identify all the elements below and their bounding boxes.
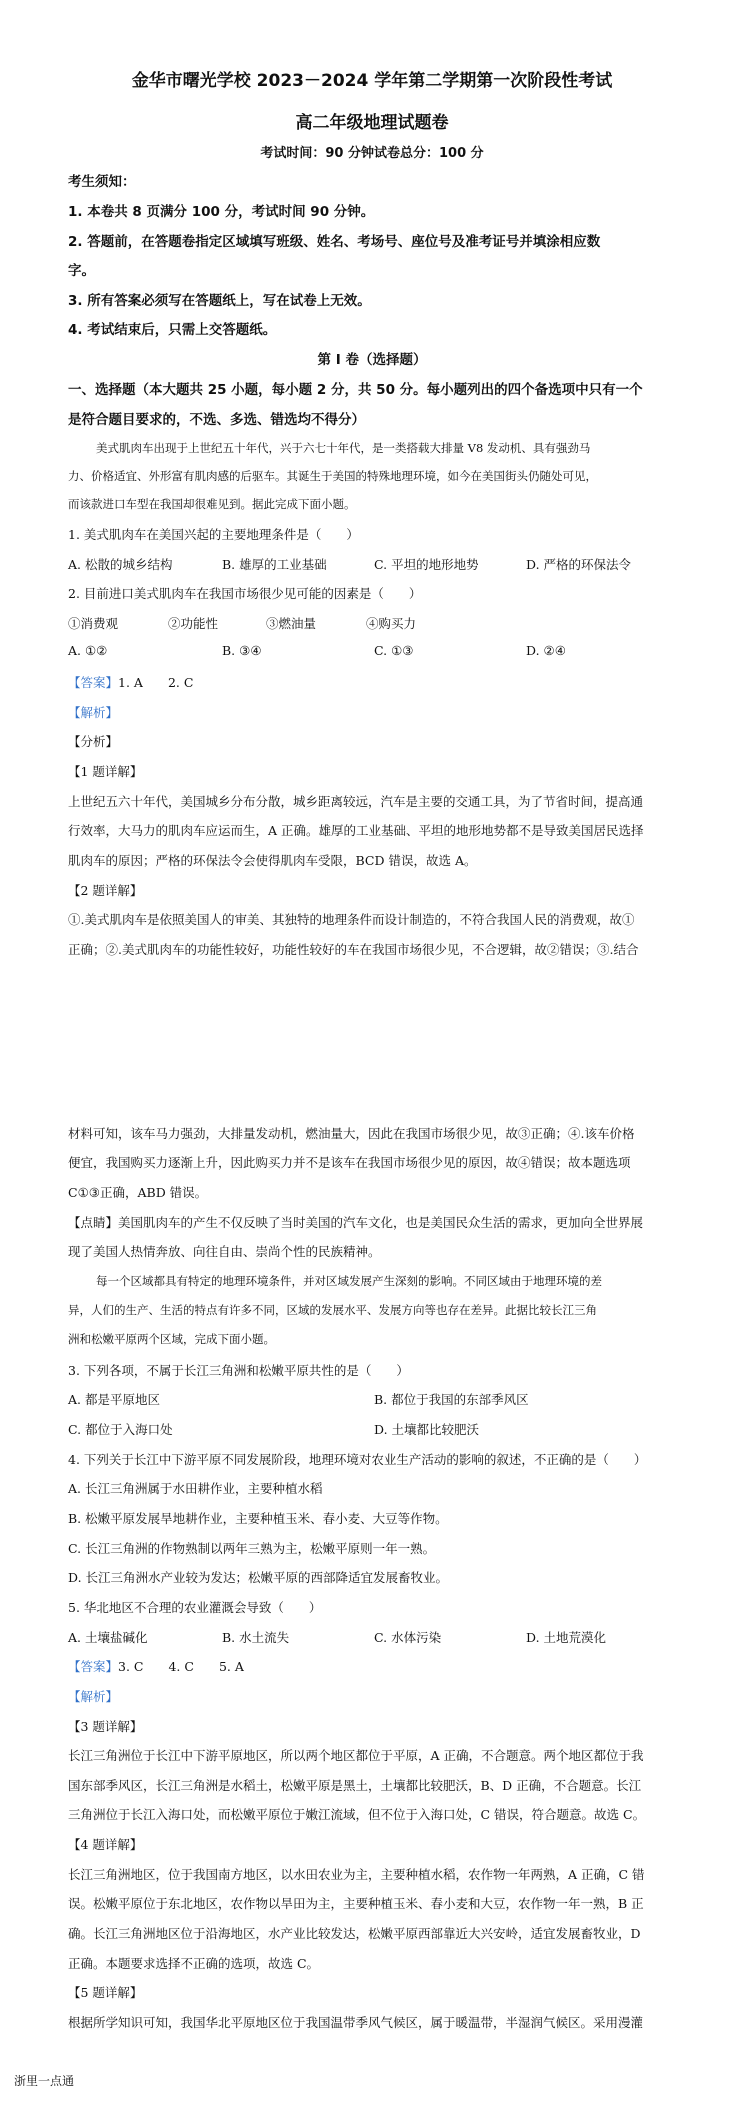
- exam-subtitle: 高二年级地理试题卷: [295, 113, 449, 133]
- tip-line-2: 现了美国人热情奔放、向往自由、崇尚个性的民族精神。: [68, 1244, 381, 1259]
- detail-2-heading: 【2 题详解】: [68, 883, 143, 898]
- detail-4-line-3: 确。长江三角洲地区位于沿海地区，水产业比较发达，松嫩平原西部靠近大兴安岭，适宜发展畜牧业，D: [68, 1926, 641, 1941]
- detail-2-line-3: 材料可知，该车马力强劲，大排量发动机，燃油量大，因此在我国市场很少见，故③正确；④.该车价格: [68, 1126, 635, 1141]
- detail-2-line-4: 便宜，我国购买力逐渐上升，因此购买力并不是该车在我国市场很少见的原因，故④错误；故本题选项: [68, 1155, 631, 1170]
- question-4-option-b: B. 松嫩平原发展旱地耕作业，主要种植玉米、春小麦、大豆等作物。: [68, 1511, 448, 1526]
- analysis-tag-2: 【解析】: [68, 1689, 119, 1704]
- question-2-option-b: B. ③④: [222, 643, 262, 658]
- question-3-option-a: A. 都是平原地区: [68, 1392, 160, 1407]
- answer-text: 3. C 4. C 5. A: [118, 1659, 244, 1674]
- tip-text: 美国肌肉车的产生不仅反映了当时美国的汽车文化，也是美国民众生活的需求，更加向全世界展: [118, 1215, 644, 1230]
- detail-3-line-1: 长江三角洲位于长江中下游平原地区，所以两个地区都位于平原，A 正确，不合题意。两个地区都位于我: [68, 1748, 644, 1763]
- question-4-stem: 4. 下列关于长江中下游平原不同发展阶段，地理环境对农业生产活动的影响的叙述，不正确的是（ ）: [68, 1452, 647, 1467]
- question-3-option-b: B. 都位于我国的东部季风区: [374, 1392, 529, 1407]
- answer-1: [68, 673, 688, 691]
- passage-2-line-1: 每一个区域都具有特定的地理环境条件，并对区域发展产生深刻的影响。不同区域由于地理环境的差: [96, 1274, 602, 1288]
- detail-1-line-2: 行效率，大马力的肌肉车应运而生，A 正确。雄厚的工业基础、平坦的地形地势都不是导致美国居民选择: [68, 823, 644, 838]
- section-title: 第 I 卷（选择题）: [317, 352, 427, 368]
- question-2-stem: 2. 目前进口美式肌肉车在我国市场很少见可能的因素是（ ）: [68, 586, 422, 601]
- question-3-option-c: C. 都位于入海口处: [68, 1422, 173, 1437]
- question-5-option-a: A. 土壤盐碱化: [68, 1630, 148, 1645]
- question-2-option-c: C. ①③: [374, 643, 414, 658]
- fenxi-tag: 【分析】: [68, 734, 119, 749]
- notice-item-2-cont: 字。: [68, 263, 95, 279]
- detail-2-line-5: C①③正确，ABD 错误。: [68, 1185, 208, 1200]
- question-1-option-d: D. 严格的环保法令: [526, 557, 632, 572]
- question-5-option-c: C. 水体污染: [374, 1630, 442, 1645]
- answer-text: 1. A 2. C: [118, 675, 194, 690]
- tip-line-1: [68, 1213, 688, 1231]
- question-1-option-a: A. 松散的城乡结构: [68, 557, 173, 572]
- detail-3-line-3: 三角洲位于长江入海口处，而松嫩平原位于嫩江流域，但不位于入海口处，C 错误，符合题意。故选 C。: [68, 1807, 646, 1822]
- question-4-option-a: A. 长江三角洲属于水田耕作业，主要种植水稻: [68, 1481, 323, 1496]
- detail-2-line-1: ①.美式肌肉车是依照美国人的审美、其独特的地理条件而设计制造的，不符合我国人民的消费观，故①: [68, 912, 635, 927]
- notice-item-3: 3. 所有答案必须写在答题纸上，写在试卷上无效。: [68, 293, 371, 309]
- section-heading: 一、选择题（本大题共 25 小题，每小题 2 分，共 50 分。每小题列出的四个备选项中只有一个: [68, 382, 643, 398]
- detail-3-line-2: 国东部季风区，长江三角洲是水稻土，松嫩平原是黑土，土壤都比较肥沃，B、D 正确，不合题意。长江: [68, 1778, 642, 1793]
- question-2-item-4: ④购买力: [366, 616, 417, 631]
- passage-1-line-3: 而该款进口车型在我国却很难见到。据此完成下面小题。: [68, 497, 356, 511]
- section-heading-cont: 是符合题目要求的，不选、多选、错选均不得分）: [68, 412, 365, 428]
- detail-4-line-4: 正确。本题要求选择不正确的选项，故选 C。: [68, 1956, 320, 1971]
- detail-2-line-2: 正确；②.美式肌肉车的功能性较好，功能性较好的车在我国市场很少见，不合逻辑，故②错误；③.结合: [68, 942, 639, 957]
- question-5-stem: 5. 华北地区不合理的农业灌溉会导致（ ）: [68, 1600, 322, 1615]
- passage-1-line-2: 力、价格适宜、外形富有肌肉感的后驱车。其诞生于美国的特殊地理环境，如今在美国街头仍随处可见，: [68, 469, 597, 483]
- answer-tag: 【答案】: [68, 1659, 119, 1674]
- detail-4-heading: 【4 题详解】: [68, 1837, 143, 1852]
- detail-1-line-1: 上世纪五六十年代，美国城乡分布分散，城乡距离较远，汽车是主要的交通工具，为了节省时间，提高通: [68, 794, 644, 809]
- passage-1-line-1: 美式肌肉车出现于上世纪五十年代，兴于六七十年代，是一类搭载大排量 V8 发动机、具有强劲马: [96, 441, 591, 455]
- question-5-option-d: D. 土地荒漠化: [526, 1630, 607, 1645]
- question-5-option-b: B. 水土流失: [222, 1630, 290, 1645]
- answer-2: [68, 1657, 688, 1675]
- passage-2-line-3: 洲和松嫩平原两个区域，完成下面小题。: [68, 1332, 275, 1346]
- question-2-item-3: ③燃油量: [266, 616, 317, 631]
- detail-1-line-3: 肌肉车的原因；严格的环保法令会使得肌肉车受限，BCD 错误，故选 A。: [68, 853, 477, 868]
- question-1-option-c: C. 平坦的地形地势: [374, 557, 479, 572]
- detail-4-line-1: 长江三角洲地区，位于我国南方地区，以水田农业为主，主要种植水稻，农作物一年两熟，A 正确，C 错: [68, 1867, 645, 1882]
- question-2-item-1: ①消费观: [68, 616, 119, 631]
- notice-item-1: 1. 本卷共 8 页满分 100 分，考试时间 90 分钟。: [68, 204, 375, 220]
- passage-2-line-2: 异，人们的生产、生活的特点有许多不同，区域的发展水平、发展方向等也存在差异。此据比较长江三角: [68, 1303, 597, 1317]
- question-4-option-c: C. 长江三角洲的作物熟制以两年三熟为主，松嫩平原则一年一熟。: [68, 1541, 436, 1556]
- tip-tag: 【点睛】: [68, 1215, 119, 1230]
- detail-1-heading: 【1 题详解】: [68, 764, 143, 779]
- question-2-option-a: A. ①②: [68, 643, 108, 658]
- question-1-stem: 1. 美式肌肉车在美国兴起的主要地理条件是（ ）: [68, 527, 359, 542]
- analysis-tag-1: 【解析】: [68, 705, 119, 720]
- notice-heading: 考生须知：: [68, 174, 136, 190]
- exam-title: 金华市曙光学校 2023－2024 学年第二学期第一次阶段性考试: [131, 71, 613, 91]
- exam-time-info: 考试时间：90 分钟试卷总分：100 分: [260, 146, 484, 161]
- detail-4-line-2: 误。松嫩平原位于东北地区，农作物以旱田为主，主要种植玉米、春小麦和大豆，农作物一年一熟，B 正: [68, 1896, 644, 1911]
- answer-tag: 【答案】: [68, 675, 119, 690]
- question-3-stem: 3. 下列各项，不属于长江三角洲和松嫩平原共性的是（ ）: [68, 1363, 409, 1378]
- footer-watermark: 浙里一点通: [14, 2074, 75, 2088]
- notice-item-2: 2. 答题前，在答题卷指定区域填写班级、姓名、考场号、座位号及准考证号并填涂相应数: [68, 234, 601, 250]
- question-3-option-d: D. 土壤都比较肥沃: [374, 1422, 480, 1437]
- detail-5-line-1: 根据所学知识可知，我国华北平原地区位于我国温带季风气候区，属于暖温带，半湿润气候区。采用漫灌: [68, 2015, 644, 2030]
- detail-5-heading: 【5 题详解】: [68, 1985, 143, 2000]
- question-2-option-d: D. ②④: [526, 643, 566, 658]
- notice-item-4: 4. 考试结束后，只需上交答题纸。: [68, 322, 277, 338]
- question-2-item-2: ②功能性: [168, 616, 219, 631]
- question-4-option-d: D. 长江三角洲水产业较为发达；松嫩平原的西部降适宜发展畜牧业。: [68, 1570, 449, 1585]
- detail-3-heading: 【3 题详解】: [68, 1719, 143, 1734]
- question-1-option-b: B. 雄厚的工业基础: [222, 557, 327, 572]
